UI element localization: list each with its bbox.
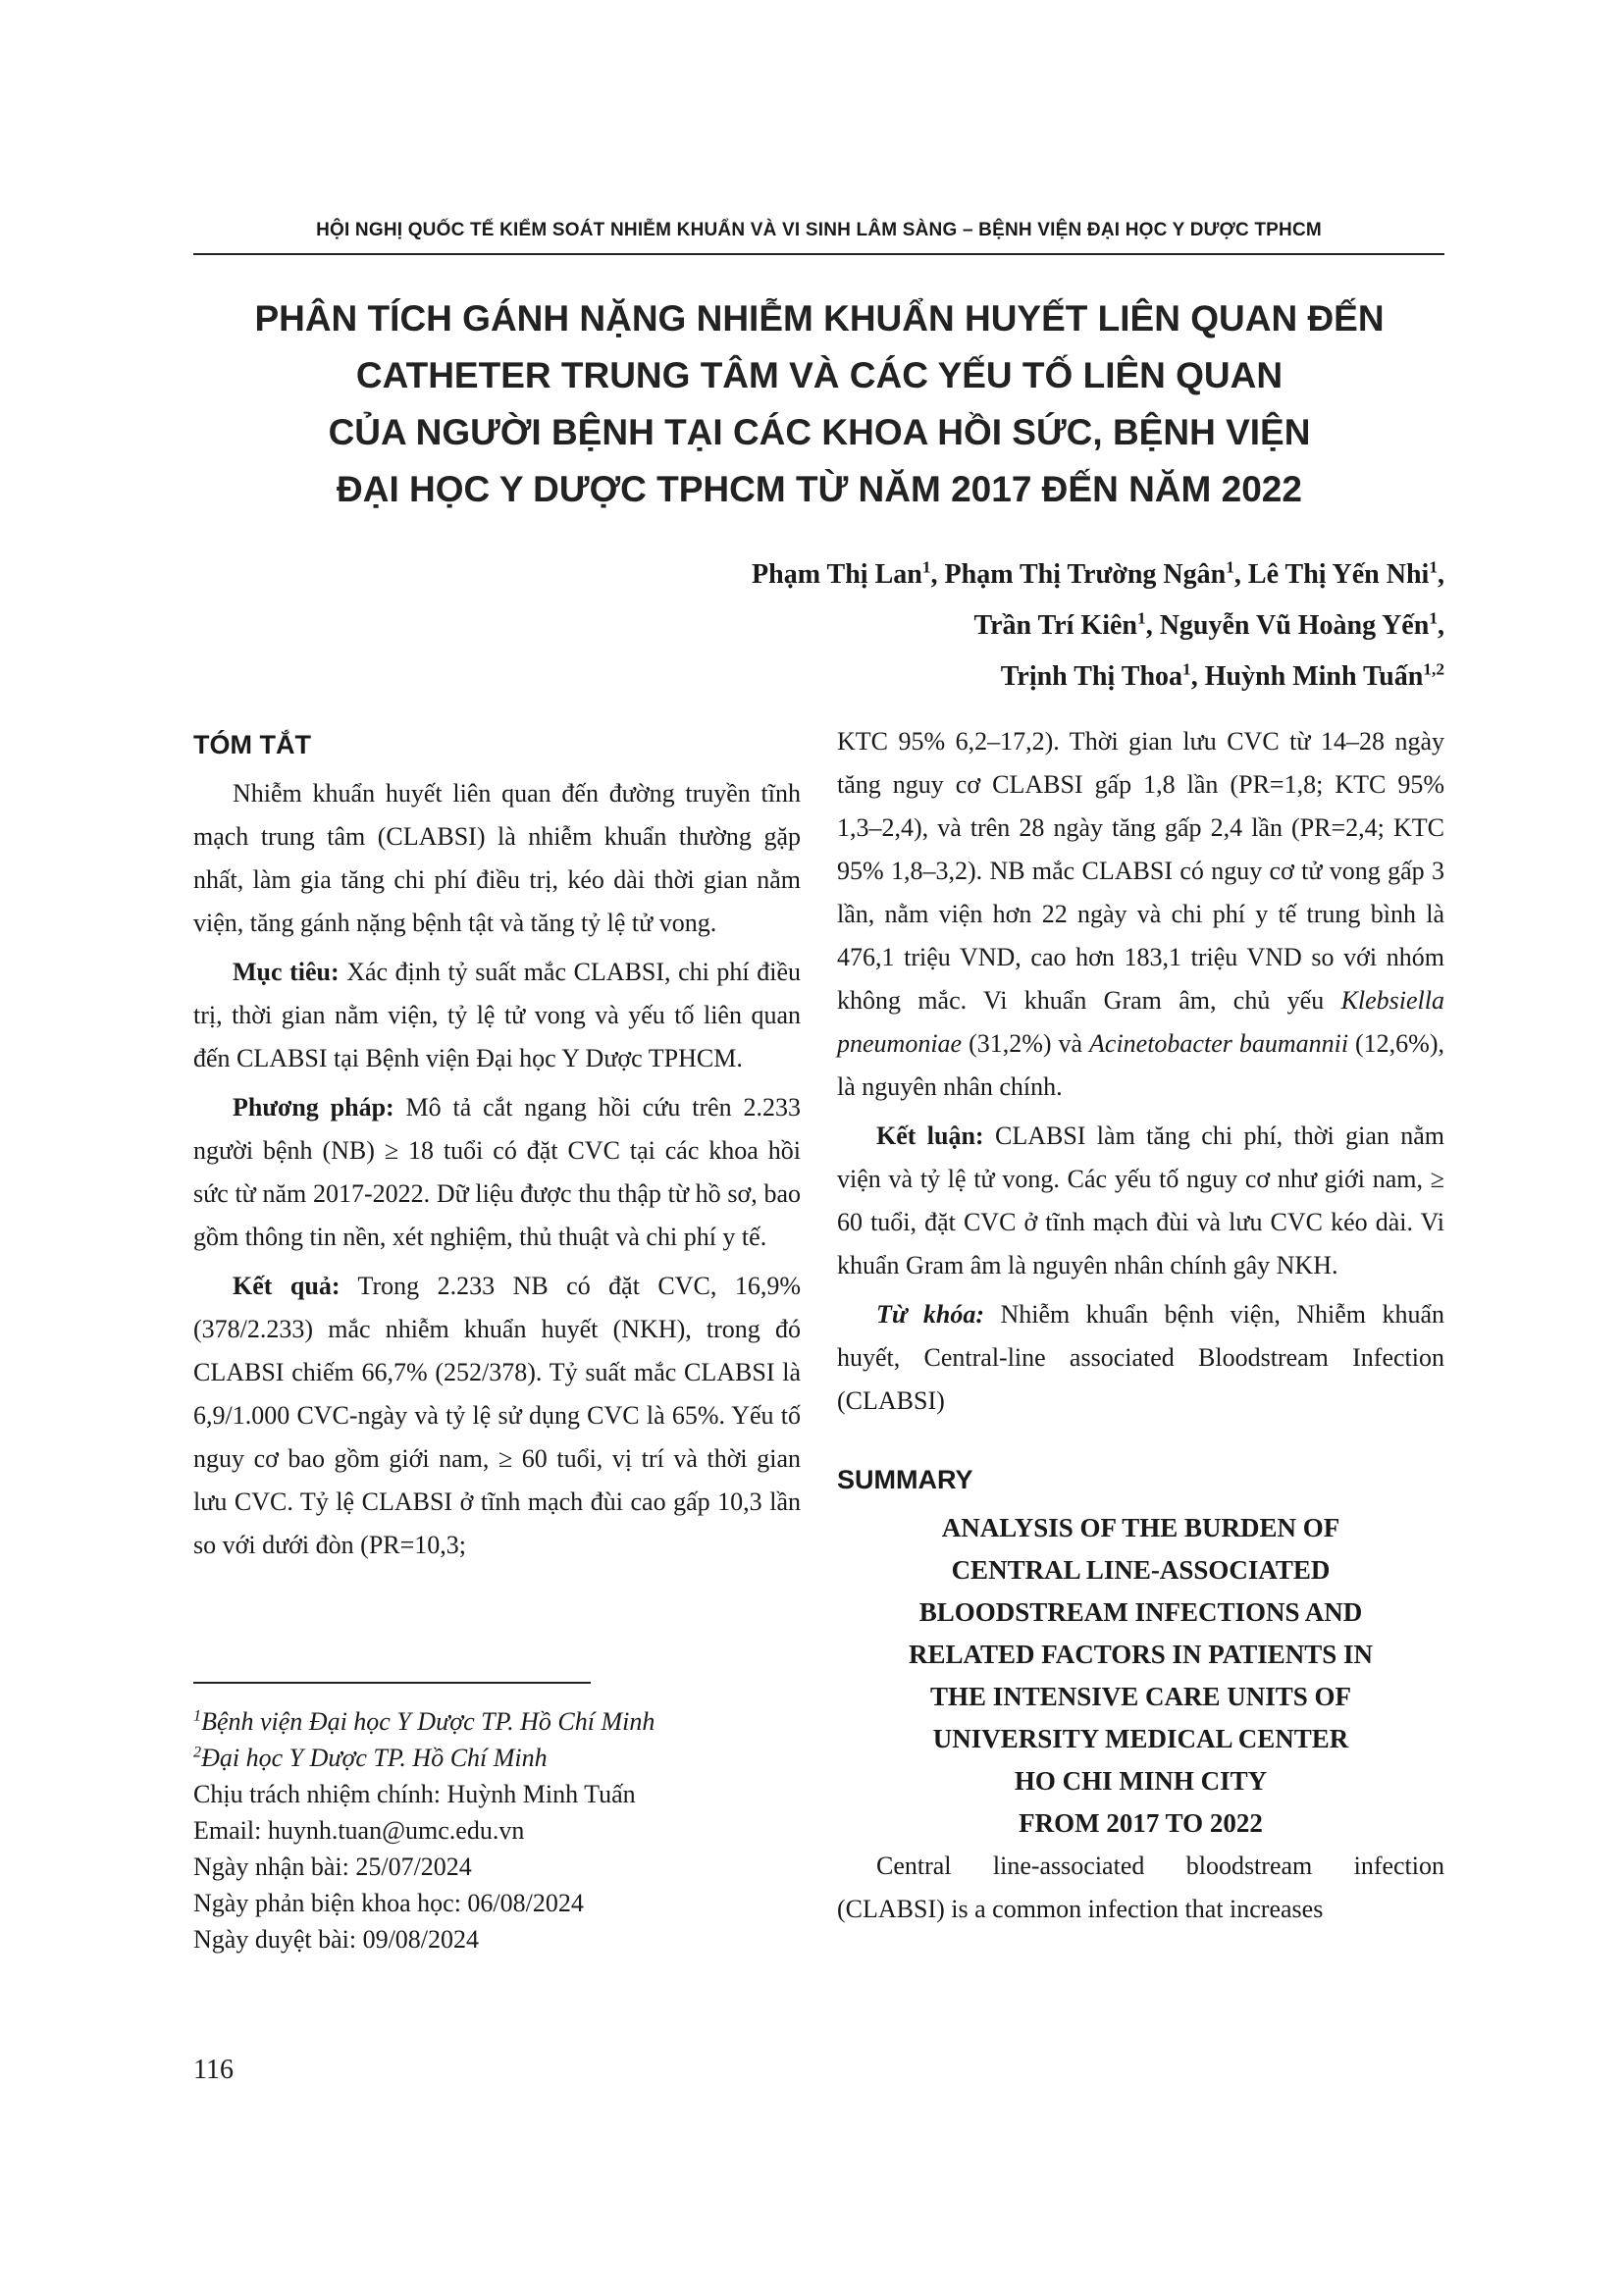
- summary-title-line: FROM 2017 TO 2022: [1019, 1808, 1263, 1838]
- abstract-intro: Nhiễm khuẩn huyết liên quan đến đường truyền tĩnh mạch trung tâm (CLABSI) là nhiễm khuẩn thường gặp nhất, làm gia tăng chi phí điều trị, kéo dài thời gian nằm viện, tăng gánh nặng bệnh tật và tăng tỷ lệ tử vong.: [193, 779, 801, 937]
- keywords-text: Nhiễm khuẩn bệnh viện, Nhiễm khuẩn huyết, Central-line associated Bloodstream Infection (CLABSI): [837, 1300, 1444, 1415]
- results-text: (31,2%) và: [962, 1029, 1090, 1058]
- author-line: [752, 652, 1444, 703]
- footnote-rule: [193, 1682, 591, 1684]
- affiliation-mark: 2: [193, 1744, 202, 1761]
- abstract-results-continued: [837, 720, 1444, 1109]
- author-name: Phạm Thị Lan: [752, 559, 922, 590]
- affiliation-mark: 1,2: [1423, 659, 1444, 679]
- abstract-keywords: [837, 1293, 1444, 1423]
- objective-text: Xác định tỷ suất mắc CLABSI, chi phí điều trị, thời gian nằm viện, tỷ lệ tử vong và yếu tố liên quan đến CLABSI tại Bệnh viện Đại học Y Dược TPHCM.: [193, 958, 801, 1072]
- summary-title-line: HO CHI MINH CITY: [1014, 1766, 1268, 1796]
- summary-title-line: UNIVERSITY MEDICAL CENTER: [932, 1724, 1349, 1753]
- page-number: 116: [193, 2055, 234, 2085]
- affiliation-mark: 1: [1137, 608, 1146, 628]
- abstract-conclusion: [837, 1115, 1444, 1287]
- affiliation-footnote: [193, 1703, 801, 1740]
- affiliation-text: Bệnh viện Đại học Y Dược TP. Hồ Chí Minh: [201, 1707, 655, 1736]
- author-separator: ,: [1438, 610, 1444, 641]
- author-list: [752, 549, 1444, 703]
- methods-text: Mô tả cắt ngang hồi cứu trên 2.233 người bệnh (NB) ≥ 18 tuổi có đặt CVC tại các khoa hồi sức từ năm 2017-2022. Dữ liệu được thu thập từ hồ sơ, bao gồm thông tin nền, xét nghiệm, thủ thuật và chi phí y tế.: [193, 1093, 801, 1251]
- affiliation-mark: 1: [193, 1707, 202, 1725]
- running-header: HỘI NGHỊ QUỐC TẾ KIỂM SOÁT NHIỄM KHUẨN VÀ VI SINH LÂM SÀNG – BỆNH VIỆN ĐẠI HỌC Y DƯỢC TPHCM: [316, 220, 1322, 240]
- summary-title-line: ANALYSIS OF THE BURDEN OF: [941, 1513, 1340, 1542]
- affiliation-footnote: [193, 1740, 801, 1776]
- title-line: CATHETER TRUNG TÂM VÀ CÁC YẾU TỐ LIÊN QUAN: [355, 355, 1283, 395]
- author-name: Trịnh Thị Thoa: [1000, 661, 1183, 692]
- results-text: KTC 95% 6,2–17,2). Thời gian lưu CVC từ 14–28 ngày tăng nguy cơ CLABSI gấp 1,8 lần (PR=1,8; KTC 95% 1,3–2,4), và trên 28 ngày tăng gấp 2,4 lần (PR=2,4; KTC 95% 1,8–3,2). NB mắc CLABSI có nguy cơ tử vong gấp 3 lần, nằm viện hơn 22 ngày và chi phí y tế trung bình là 476,1 triệu VND, cao hơn 183,1 triệu VND so với nhóm không mắc. Vi khuẩn Gram âm, chủ yếu: [837, 727, 1444, 1015]
- abstract-heading: TÓM TẮT: [193, 730, 311, 759]
- organism-name: Klebsiella pneumoniae: [837, 986, 1444, 1058]
- title-line: ĐẠI HỌC Y DƯỢC TPHCM TỪ NĂM 2017 ĐẾN NĂM 2022: [337, 469, 1302, 509]
- corresponding-author: Chịu trách nhiệm chính: Huỳnh Minh Tuấn: [193, 1780, 636, 1808]
- summary-title-line: CENTRAL LINE-ASSOCIATED: [951, 1555, 1331, 1585]
- reviewed-date: Ngày phản biện khoa học: 06/08/2024: [193, 1889, 584, 1917]
- affiliation-mark: 1: [1226, 557, 1234, 577]
- author-line: [752, 600, 1444, 652]
- affiliation-mark: 1: [1429, 557, 1438, 577]
- abstract-objective: [193, 951, 801, 1080]
- title-line: PHÂN TÍCH GÁNH NẶNG NHIỄM KHUẨN HUYẾT LIÊN QUAN ĐẾN: [254, 298, 1385, 339]
- author-separator: ,: [1438, 559, 1444, 590]
- keywords-label: Từ khóa:: [876, 1300, 985, 1329]
- summary-body: Central line-associated bloodstream infection (CLABSI) is a common infection that increases: [837, 1852, 1444, 1923]
- affiliation-text: Đại học Y Dược TP. Hồ Chí Minh: [201, 1744, 548, 1772]
- abstract-methods: [193, 1086, 801, 1259]
- header-rule: [193, 253, 1444, 255]
- author-name: , Phạm Thị Trường Ngân: [930, 559, 1227, 590]
- article-title: [147, 290, 1492, 518]
- organism-name: Acinetobacter baumannii: [1089, 1029, 1349, 1058]
- author-name: , Huỳnh Minh Tuấn: [1190, 661, 1424, 692]
- section-spacer: [837, 1429, 1444, 1458]
- title-line: CỦA NGƯỜI BỆNH TẠI CÁC KHOA HỒI SỨC, BỆNH VIỆN: [328, 412, 1311, 452]
- summary-heading: SUMMARY: [837, 1465, 973, 1494]
- affiliation-mark: 1: [1182, 659, 1191, 679]
- left-column: [193, 723, 801, 1573]
- right-column: [837, 720, 1444, 1937]
- affiliation-mark: 1: [1429, 608, 1438, 628]
- objective-label: Mục tiêu:: [233, 958, 340, 986]
- results-text: (12,6%), là nguyên nhân chính.: [837, 1029, 1444, 1101]
- summary-title-line: THE INTENSIVE CARE UNITS OF: [929, 1682, 1352, 1711]
- results-text: Trong 2.233 NB có đặt CVC, 16,9% (378/2.233) mắc nhiễm khuẩn huyết (NKH), trong đó CLABSI chiếm 66,7% (252/378). Tỷ suất mắc CLABSI là 6,9/1.000 CVC-ngày và tỷ lệ sử dụng CVC là 65%. Yếu tố nguy cơ bao gồm giới nam, ≥ 60 tuổi, vị trí và thời gian lưu CVC. Tỷ lệ CLABSI ở tĩnh mạch đùi cao gấp 10,3 lần so với dưới đòn (PR=10,3;: [193, 1272, 802, 1559]
- abstract-results: [193, 1265, 801, 1567]
- footnotes: [193, 1703, 801, 1957]
- received-date: Ngày nhận bài: 25/07/2024: [193, 1852, 472, 1881]
- methods-label: Phương pháp:: [233, 1093, 394, 1122]
- author-line: [752, 549, 1444, 600]
- summary-title: [837, 1507, 1444, 1845]
- author-name: , Lê Thị Yến Nhi: [1233, 559, 1430, 590]
- conclusion-text: CLABSI làm tăng chi phí, thời gian nằm viện và tỷ lệ tử vong. Các yếu tố nguy cơ như giới nam, ≥ 60 tuổi, đặt CVC ở tĩnh mạch đùi và lưu CVC kéo dài. Vi khuẩn Gram âm là nguyên nhân chính gây NKH.: [837, 1122, 1445, 1279]
- results-label: Kết quả:: [233, 1272, 341, 1300]
- author-name: , Nguyễn Vũ Hoàng Yến: [1145, 610, 1430, 641]
- summary-title-line: BLOODSTREAM INFECTIONS AND: [918, 1597, 1363, 1627]
- accepted-date: Ngày duyệt bài: 09/08/2024: [193, 1925, 480, 1954]
- affiliation-mark: 1: [921, 557, 931, 577]
- author-name: Trần Trí Kiên: [973, 610, 1137, 641]
- conclusion-label: Kết luận:: [876, 1122, 984, 1150]
- summary-title-line: RELATED FACTORS IN PATIENTS IN: [908, 1640, 1374, 1669]
- contact-email: Email: huynh.tuan@umc.edu.vn: [193, 1816, 525, 1845]
